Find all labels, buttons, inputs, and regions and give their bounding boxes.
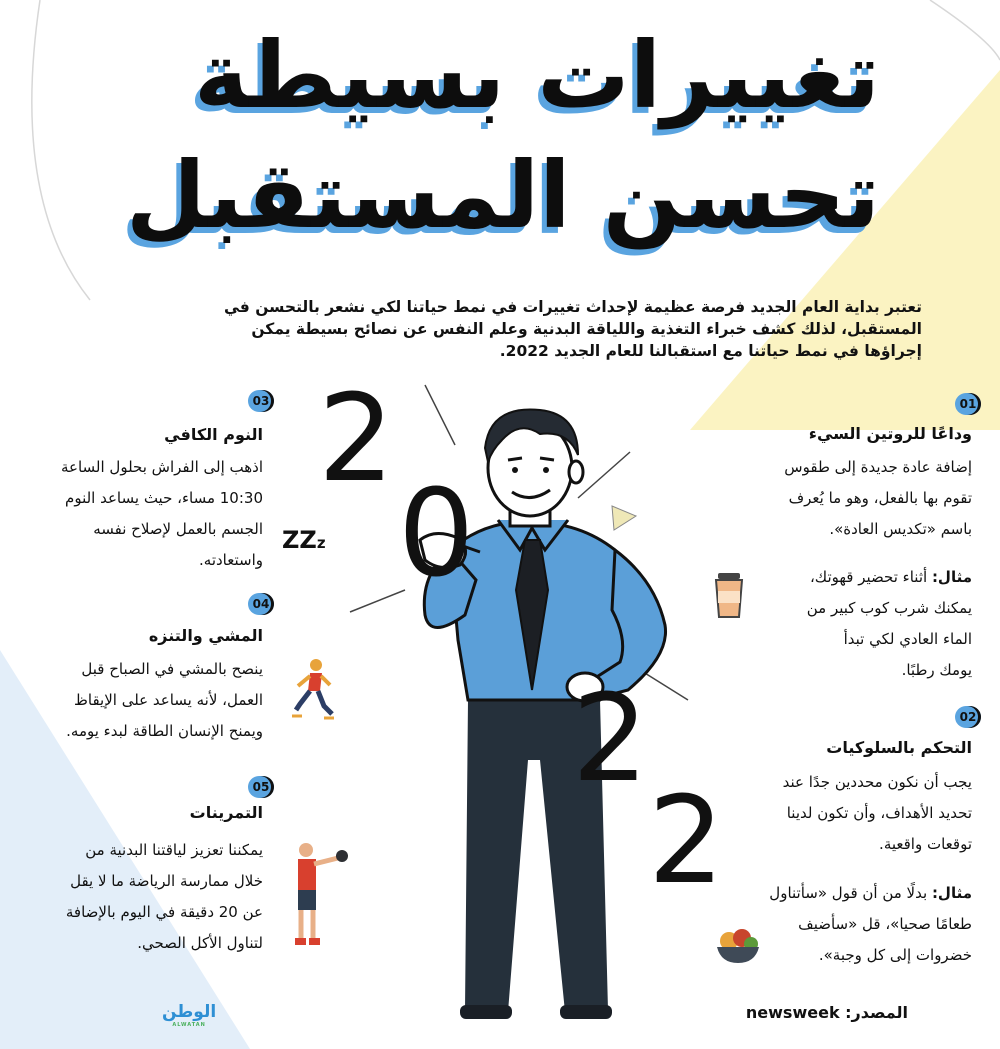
section-1-line: إضافة عادة جديدة إلى طقوس [784, 458, 972, 476]
section-3-line: 10:30 مساء، حيث يساعد النوم [65, 489, 263, 507]
runner-icon [292, 658, 334, 720]
section-2-example-line: خضروات إلى كل وجبة». [818, 946, 972, 964]
section-1-line: تقوم بها بالفعل، وهو ما يُعرف [788, 489, 972, 507]
logo-sub: ALWATAN [172, 1022, 206, 1028]
example-label: مثال: [931, 884, 972, 902]
kettlebell-athlete-icon [292, 842, 350, 950]
zzz-small: z [316, 534, 326, 552]
section-4-line: ويمنح الإنسان الطاقة لبدء يومه. [66, 722, 263, 740]
logo-name: الوطن [162, 1002, 217, 1022]
section-3-line: واستعادته. [199, 551, 263, 569]
source-value: newsweek [745, 1003, 840, 1022]
section-1-line: باسم «تكديس العادة». [829, 520, 972, 538]
section-1-example [732, 562, 972, 686]
section-5-number: 05 [248, 776, 274, 798]
year-digit-2: 0 [398, 465, 475, 604]
section-3-title: النوم الكافي [164, 425, 263, 444]
year-digit-3: 2 [572, 670, 649, 809]
section-1-number: 01 [955, 393, 981, 415]
section-5-body [1, 835, 263, 959]
section-1-body [672, 452, 972, 545]
section-4-body [1, 654, 263, 747]
section-3-number: 03 [248, 390, 274, 412]
section-4-number: 04 [248, 593, 274, 615]
section-3-line: الجسم بالعمل لإصلاح نفسه [93, 520, 263, 538]
section-2-line: تحديد الأهداف، وأن تكون لدينا [786, 804, 972, 822]
section-2-example-line: بدلًا من أن قول «سأتناول [769, 884, 928, 902]
title-line-2: تحسن المستقبل [125, 142, 880, 249]
section-3-line: اذهب إلى الفراش بحلول الساعة [60, 458, 263, 476]
sleep-zzz-icon [282, 526, 326, 554]
section-1-example-line: يومك رطبًا. [901, 661, 972, 679]
section-5-line: عن 20 دقيقة في اليوم بالإضافة [65, 903, 263, 921]
alwatan-logo [162, 1002, 216, 1028]
decor-curve-left [32, 0, 90, 300]
section-2-title: التحكم بالسلوكيات [826, 738, 972, 757]
section-1-example-line: الماء العادي لكي تبدأ [843, 630, 972, 648]
title-line-1: تغييرات بسيطة [194, 22, 880, 129]
zzz-big: ZZ [282, 526, 317, 554]
intro-paragraph: تعتبر بداية العام الجديد فرصة عظيمة لإحداث تغييرات في نمط حياتنا لكي نشعر بالتحسن في المستقبل، لذلك كشف خبراء التغذية واللياقة البدنية وعلم النفس عن نصائح بسيطة يمكن إجراؤها في نمط حياتنا مع استقبالنا للعام الجديد 2022. [223, 298, 922, 360]
source-credit [746, 1003, 908, 1022]
section-4-line: ينصح بالمشي في الصباح قبل [81, 660, 263, 678]
coffee-cup-icon [712, 573, 746, 619]
section-3-body [3, 452, 263, 576]
section-2-line: يجب أن نكون محددين جدًا عند [782, 773, 972, 791]
source-label: المصدر: [845, 1003, 908, 1022]
section-1-example-line: يمكنك شرب كوب كبير من [806, 599, 972, 617]
example-label: مثال: [931, 568, 972, 586]
vegetables-bowl-icon [715, 927, 761, 965]
section-2-example-line: طعامًا صحيا»، قل «سأضيف [798, 915, 972, 933]
section-2-body [672, 767, 972, 860]
section-2-line: توقعات واقعية. [879, 835, 972, 853]
section-5-title: التمرينات [189, 803, 263, 822]
section-5-line: لتناول الأكل الصحي. [137, 934, 263, 952]
year-digit-4: 2 [648, 772, 725, 911]
section-4-title: المشي والتنزه [148, 626, 263, 645]
section-5-line: خلال ممارسة الرياضة ما لا يقل [70, 872, 263, 890]
decor-curve-right [930, 0, 1000, 60]
section-4-line: العمل، لأنه يساعد على الإيقاظ [74, 691, 263, 709]
year-digit-1: 2 [318, 370, 395, 509]
section-1-title: وداعًا للروتين السيء [808, 424, 972, 443]
section-2-number: 02 [955, 706, 981, 728]
section-5-line: يمكننا تعزيز لياقتنا البدنية من [85, 841, 263, 859]
section-1-example-line: أثناء تحضير قهوتك، [809, 568, 928, 586]
